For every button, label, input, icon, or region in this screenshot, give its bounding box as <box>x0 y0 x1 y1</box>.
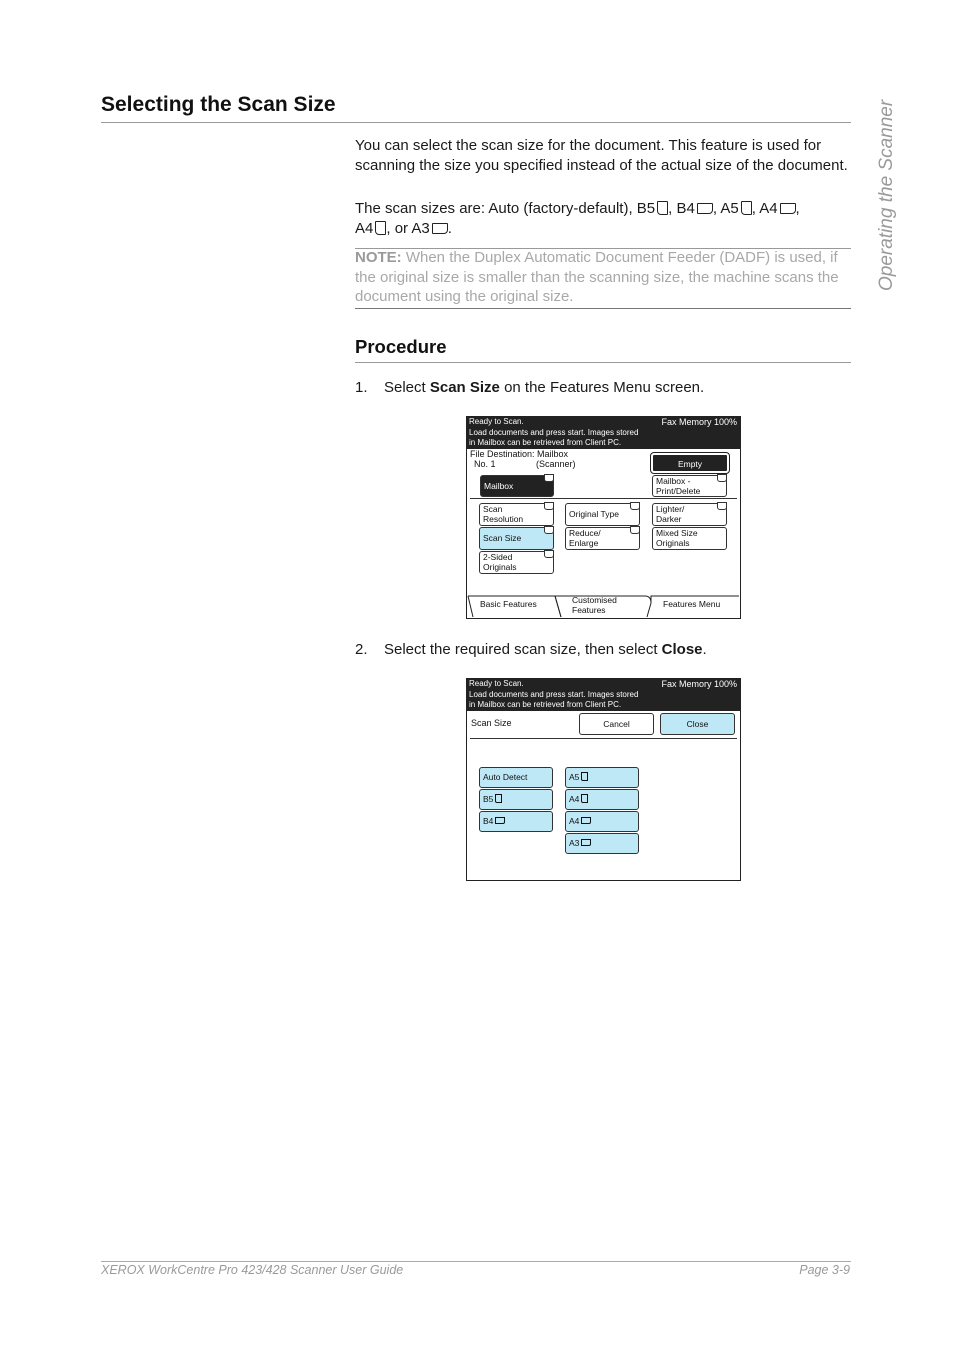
note-bottom-rule <box>355 308 851 309</box>
button-label: Mixed Size <box>656 528 698 538</box>
status-text: in Mailbox can be retrieved from Client PC. <box>469 438 622 447</box>
step-bold: Close <box>661 641 703 658</box>
lighter-darker-button[interactable] <box>652 503 727 526</box>
button-label: Originals <box>483 561 517 572</box>
button-label: Scan <box>483 504 503 514</box>
step-text: on the Features Menu screen. <box>499 379 705 396</box>
status-text: in Mailbox can be retrieved from Client PC. <box>469 700 622 709</box>
scan-size-button[interactable] <box>479 527 554 550</box>
button-label: Original Type <box>569 509 619 519</box>
flag-icon <box>544 526 554 534</box>
intro-paragraph: You can select the scan size for the document. This feature is used for scanning the size you specified instead of the actual size of the document. <box>355 137 848 174</box>
note-label: NOTE: <box>355 249 402 266</box>
sizes-text: , <box>795 200 800 217</box>
step-number: 2. <box>355 641 368 658</box>
note-text: When the Duplex Automatic Document Feeder (DADF) is used, if the original size is smaller than the scanning size, the machine scans the document using the original size. <box>355 249 839 305</box>
divider <box>470 498 737 499</box>
status-text: Ready to Scan. <box>469 679 524 688</box>
portrait-icon <box>581 794 588 803</box>
sizes-text: , B4 <box>668 200 695 217</box>
landscape-icon <box>581 817 591 824</box>
portrait-icon <box>657 201 668 215</box>
button-label: Mailbox - <box>656 476 691 486</box>
button-label: Scan Size <box>483 533 522 543</box>
flag-icon <box>544 474 554 482</box>
b5-button[interactable] <box>479 789 553 810</box>
flag-icon <box>630 526 640 534</box>
fax-memory: Fax Memory 100% <box>661 679 737 689</box>
tab-customised-features[interactable] <box>572 596 617 615</box>
reduce-enlarge-button[interactable] <box>565 527 640 550</box>
tab-basic-features[interactable]: Basic Features <box>480 599 537 609</box>
landscape-icon <box>780 203 796 214</box>
original-type-button[interactable] <box>565 503 640 526</box>
step-bold: Scan Size <box>429 379 500 396</box>
sizes-text: , or A3 <box>386 219 430 237</box>
step-1 <box>355 379 704 396</box>
footer-rule <box>101 1261 851 1262</box>
b4-button[interactable] <box>479 811 553 832</box>
step-2 <box>355 641 707 658</box>
flag-icon <box>544 550 554 558</box>
mailbox-label: Mailbox <box>484 481 514 491</box>
procedure-rule <box>355 362 851 363</box>
flag-icon <box>717 502 727 510</box>
tab-label: Features <box>572 604 606 615</box>
size-label: A5 <box>569 772 580 782</box>
mixed-size-originals-button[interactable] <box>652 527 727 550</box>
title-rule <box>101 122 851 123</box>
page-title: Selecting the Scan Size <box>101 93 336 116</box>
flag-icon <box>717 474 727 482</box>
features-menu-screen <box>466 416 741 619</box>
landscape-icon <box>432 223 448 234</box>
fax-memory: Fax Memory 100% <box>661 417 737 427</box>
step-text: Select <box>384 379 430 396</box>
a3-button[interactable] <box>565 833 639 854</box>
destination-type: (Scanner) <box>536 458 576 469</box>
status-bar <box>467 417 740 449</box>
landscape-icon <box>495 817 505 824</box>
mailbox-print-delete-button[interactable] <box>652 475 727 497</box>
button-label: Reduce/ <box>569 528 601 538</box>
cancel-button[interactable]: Cancel <box>579 713 654 735</box>
scan-resolution-button[interactable] <box>479 503 554 526</box>
screen-title: Scan Size <box>471 718 512 728</box>
size-label: B5 <box>483 794 494 804</box>
sizes-paragraph <box>355 199 855 238</box>
size-label: A3 <box>569 838 580 848</box>
status-text: Ready to Scan. <box>469 417 524 426</box>
portrait-icon <box>375 221 386 235</box>
sizes-text: , A5 <box>712 200 739 217</box>
mailbox-button[interactable] <box>480 475 554 497</box>
sizes-text: , A4 <box>751 200 778 217</box>
a4-landscape-button[interactable] <box>565 811 639 832</box>
sizes-text: . <box>447 219 452 237</box>
note-block <box>355 248 855 307</box>
procedure-heading: Procedure <box>355 336 447 357</box>
divider <box>470 738 737 739</box>
file-destination <box>470 450 576 469</box>
tab-features-menu[interactable]: Features Menu <box>663 599 721 609</box>
portrait-icon <box>495 794 502 803</box>
button-label: Darker <box>656 513 682 524</box>
empty-button[interactable]: Empty <box>651 453 729 473</box>
size-label: B4 <box>483 816 494 826</box>
footer-title: XEROX WorkCentre Pro 423/428 Scanner User Guide <box>101 1263 404 1277</box>
scan-size-screen <box>466 678 741 881</box>
side-label: Operating the Scanner <box>876 99 897 291</box>
flag-icon <box>630 502 640 510</box>
destination-label: File Destination: Mailbox <box>470 449 569 459</box>
close-button[interactable]: Close <box>660 713 735 735</box>
sizes-text: A4 <box>355 219 374 237</box>
step-number: 1. <box>355 379 368 396</box>
tab-label: Customised <box>572 595 617 605</box>
landscape-icon <box>581 839 591 846</box>
a5-button[interactable] <box>565 767 639 788</box>
portrait-icon <box>741 201 752 215</box>
page-number: Page 3-9 <box>799 1263 850 1277</box>
button-label: Lighter/ <box>656 504 685 514</box>
size-label: A4 <box>569 816 580 826</box>
button-label: 2-Sided <box>483 552 513 562</box>
status-text: Load documents and press start. Images stored <box>469 427 639 437</box>
size-label: A4 <box>569 794 580 804</box>
destination-number: No. 1 <box>474 458 496 469</box>
button-label: Originals <box>656 537 690 548</box>
button-label: Resolution <box>483 513 524 524</box>
sizes-text: The scan sizes are: Auto (factory-default), B5 <box>355 200 656 217</box>
two-sided-originals-button[interactable] <box>479 551 554 574</box>
status-text: Load documents and press start. Images stored <box>469 689 639 699</box>
button-label: Print/Delete <box>656 485 701 496</box>
flag-icon <box>544 502 554 510</box>
portrait-icon <box>581 772 588 781</box>
step-text: . <box>702 641 707 658</box>
a4-portrait-button[interactable] <box>565 789 639 810</box>
button-label: Enlarge <box>569 537 599 548</box>
landscape-icon <box>697 203 713 214</box>
step-text: Select the required scan size, then select <box>384 641 662 658</box>
status-bar <box>467 679 740 711</box>
auto-detect-button[interactable]: Auto Detect <box>479 767 553 788</box>
